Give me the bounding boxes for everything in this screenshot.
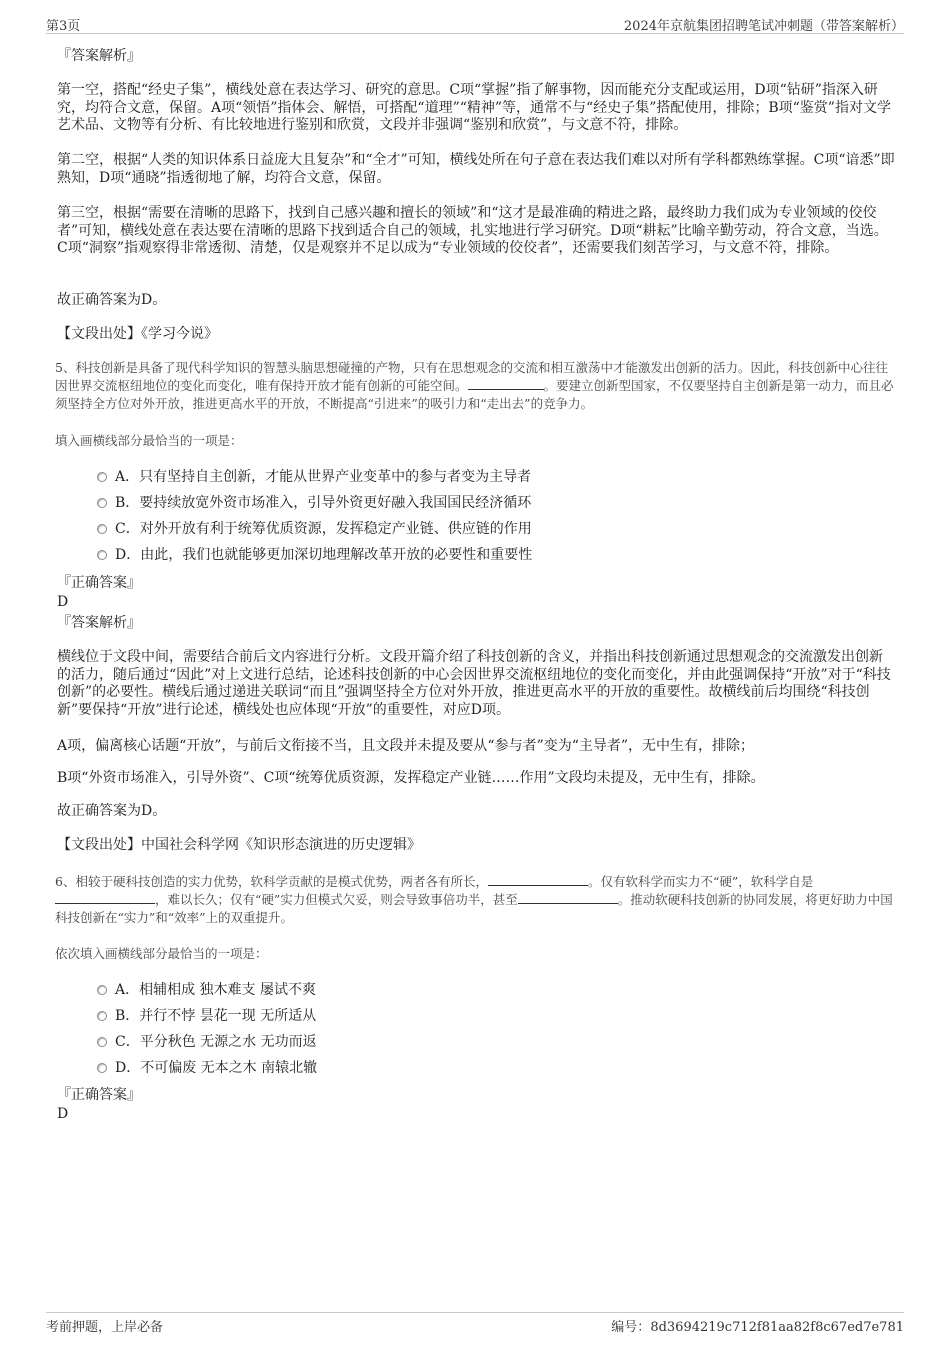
q5-option-b[interactable]: B．要持续放宽外资市场准入，引导外资更好融入我国国民经济循环 — [97, 494, 531, 512]
radio-icon[interactable] — [97, 550, 107, 560]
page-header — [46, 13, 904, 34]
q4-analysis-p3: 第三空，根据“需要在清晰的思路下，找到自己感兴趣和擅长的领域”和“这才是最准确的精进之路，最终助力我们成为专业领域的佼佼者”可知，横线处意在表达要在清晰的思路下找到适合自己的领域，扎实地进行学习研究。D项“耕耘”比喻辛勤劳动，符合文意，当选。C项“洞察”指观察得非常透彻、清楚，仅是观察并不足以成为“专业领域的佼佼者”，还需要我们刻苦学习，与文意不符，排除。 — [57, 205, 888, 256]
q4-analysis-p1: 第一空，搭配“经史子集”，横线处意在表达学习、研究的意思。C项“掌握”指了解事物，因而能充分支配或运用，D项“钻研”指深入研究，均符合文意，保留。A项“领悟”指体会、解悟，可搭配“道理”“精神”等，通常不与“经史子集”搭配使用，排除；B项“鉴赏”指对文学艺术品、文物等有分析、有比较地进行鉴别和欣赏，文段并非强调“鉴别和欣赏”，与文意不符，排除。 — [57, 82, 891, 133]
q5-prompt: 填入画横线部分最恰当的一项是： — [55, 433, 243, 448]
q6-option-c[interactable]: C．平分秋色 无源之水 无功而返 — [97, 1033, 317, 1051]
q6-answer-label: 『正确答案』 — [57, 1087, 141, 1103]
q6-prompt: 依次填入画横线部分最恰当的一项是： — [55, 946, 268, 961]
footer-code: 编号：8d3694219c712f81aa82f8c67ed7e781 — [611, 1320, 904, 1335]
q5-analysis-p2: A项，偏离核心话题“开放”，与前后文衔接不当，且文段并未提及要从“参与者”变为“主导者”，无中生有，排除； — [57, 738, 755, 754]
q6-blank-2 — [55, 891, 155, 904]
q5-source: 【文段出处】中国社会科学网《知识形态演进的历史逻辑》 — [57, 837, 421, 853]
q6-blank-3 — [518, 891, 618, 904]
q5-analysis-p1: 横线位于文段中间，需要结合前后文内容进行分析。文段开篇介绍了科技创新的含义，并指出科技创新通过思想观念的交流激发出创新的活力，随后通过“因此”对上文进行总结，论述科技创新的中心会因世界交流枢纽地位的变化而变化，并由此强调保持“开放”对于“科技创新”的必要性。横线后通过递进关联词“而且”强调坚持全方位对外开放，推进更高水平的开放的重要性。故横线前后均围绕“科技创新”要保持“开放”进行论述，横线处也应体现“开放”的重要性，对应D项。 — [57, 649, 891, 718]
q5-answer-label: 『正确答案』 — [57, 575, 141, 591]
q6-answer: D — [57, 1106, 69, 1122]
radio-icon[interactable] — [97, 524, 107, 534]
radio-icon[interactable] — [97, 498, 107, 508]
q5-option-d[interactable]: D．由此，我们也就能够更加深切地理解改革开放的必要性和重要性 — [97, 546, 532, 564]
q4-analysis-label: 『答案解析』 — [57, 48, 141, 64]
q5-conclusion: 故正确答案为D。 — [57, 803, 167, 819]
radio-icon[interactable] — [97, 472, 107, 482]
q6-option-b[interactable]: B．并行不悖 昙花一现 无所适从 — [97, 1007, 316, 1025]
q5-analysis-label: 『答案解析』 — [57, 615, 141, 631]
q6-option-a[interactable]: A．相辅相成 独木难支 屡试不爽 — [97, 981, 316, 999]
q5-answer: D — [57, 594, 69, 610]
q4-conclusion: 故正确答案为D。 — [57, 292, 167, 308]
q6-option-d[interactable]: D．不可偏废 无本之木 南辕北辙 — [97, 1059, 317, 1077]
q5-analysis-p3: B项“外资市场准入，引导外资”、C项“统筹优质资源，发挥稳定产业链……作用”文段均未提及，无中生有，排除。 — [57, 770, 765, 786]
q5-option-a[interactable]: A．只有坚持自主创新，才能从世界产业变革中的参与者变为主导者 — [97, 468, 531, 486]
page-footer — [46, 1312, 904, 1333]
radio-icon[interactable] — [97, 985, 107, 995]
footer-slogan: 考前押题，上岸必备 — [46, 1320, 164, 1335]
q5-blank — [468, 377, 544, 390]
q5-option-c[interactable]: C．对外开放有利于统筹优质资源，发挥稳定产业链、供应链的作用 — [97, 520, 532, 538]
q4-source: 【文段出处】《学习今说》 — [57, 326, 218, 342]
document-title: 2024年京航集团招聘笔试冲刺题（带答案解析） — [623, 19, 904, 34]
q6-blank-1 — [488, 873, 588, 886]
q4-analysis-p2: 第二空，根据“人类的知识体系日益庞大且复杂”和“全才”可知，横线处所在句子意在表达我们难以对所有学科都熟练掌握。C项“谙悉”即熟知，D项“通晓”指透彻地了解，均符合文意，保留。 — [57, 152, 895, 186]
radio-icon[interactable] — [97, 1037, 107, 1047]
page-number: 第3页 — [46, 19, 81, 34]
radio-icon[interactable] — [97, 1011, 107, 1021]
q5-question-text: 5、科技创新是具备了现代科学知识的智慧头脑思想碰撞的产物，只有在思想观念的交流和相互激荡中才能激发出创新的活力。因此，科技创新中心往往因世界交流枢纽地位的变化而变化，唯有保持开放才能有创新的可能空间。 。要建立创新型国家，不仅要坚持自主创新是第一动力，而且必须坚持全方位对外开放，推进更高水平的开放，不断提高“引进来”的吸引力和“走出去”的竞争力。 — [55, 360, 894, 411]
radio-icon[interactable] — [97, 1063, 107, 1073]
q6-question-text: 6、相较于硬科技创造的实力优势，软科学贡献的是模式优势，两者各有所长， 。仅有软科学而实力不“硬”，软科学自是，难以长久；仅有“硬”实力但模式欠妥，则会导致事倍功半，甚至 。推动软硬科技创新的协同发展，将更好助力中国科技创新在“实力”和“效率”上的双重提升。 — [55, 874, 893, 925]
